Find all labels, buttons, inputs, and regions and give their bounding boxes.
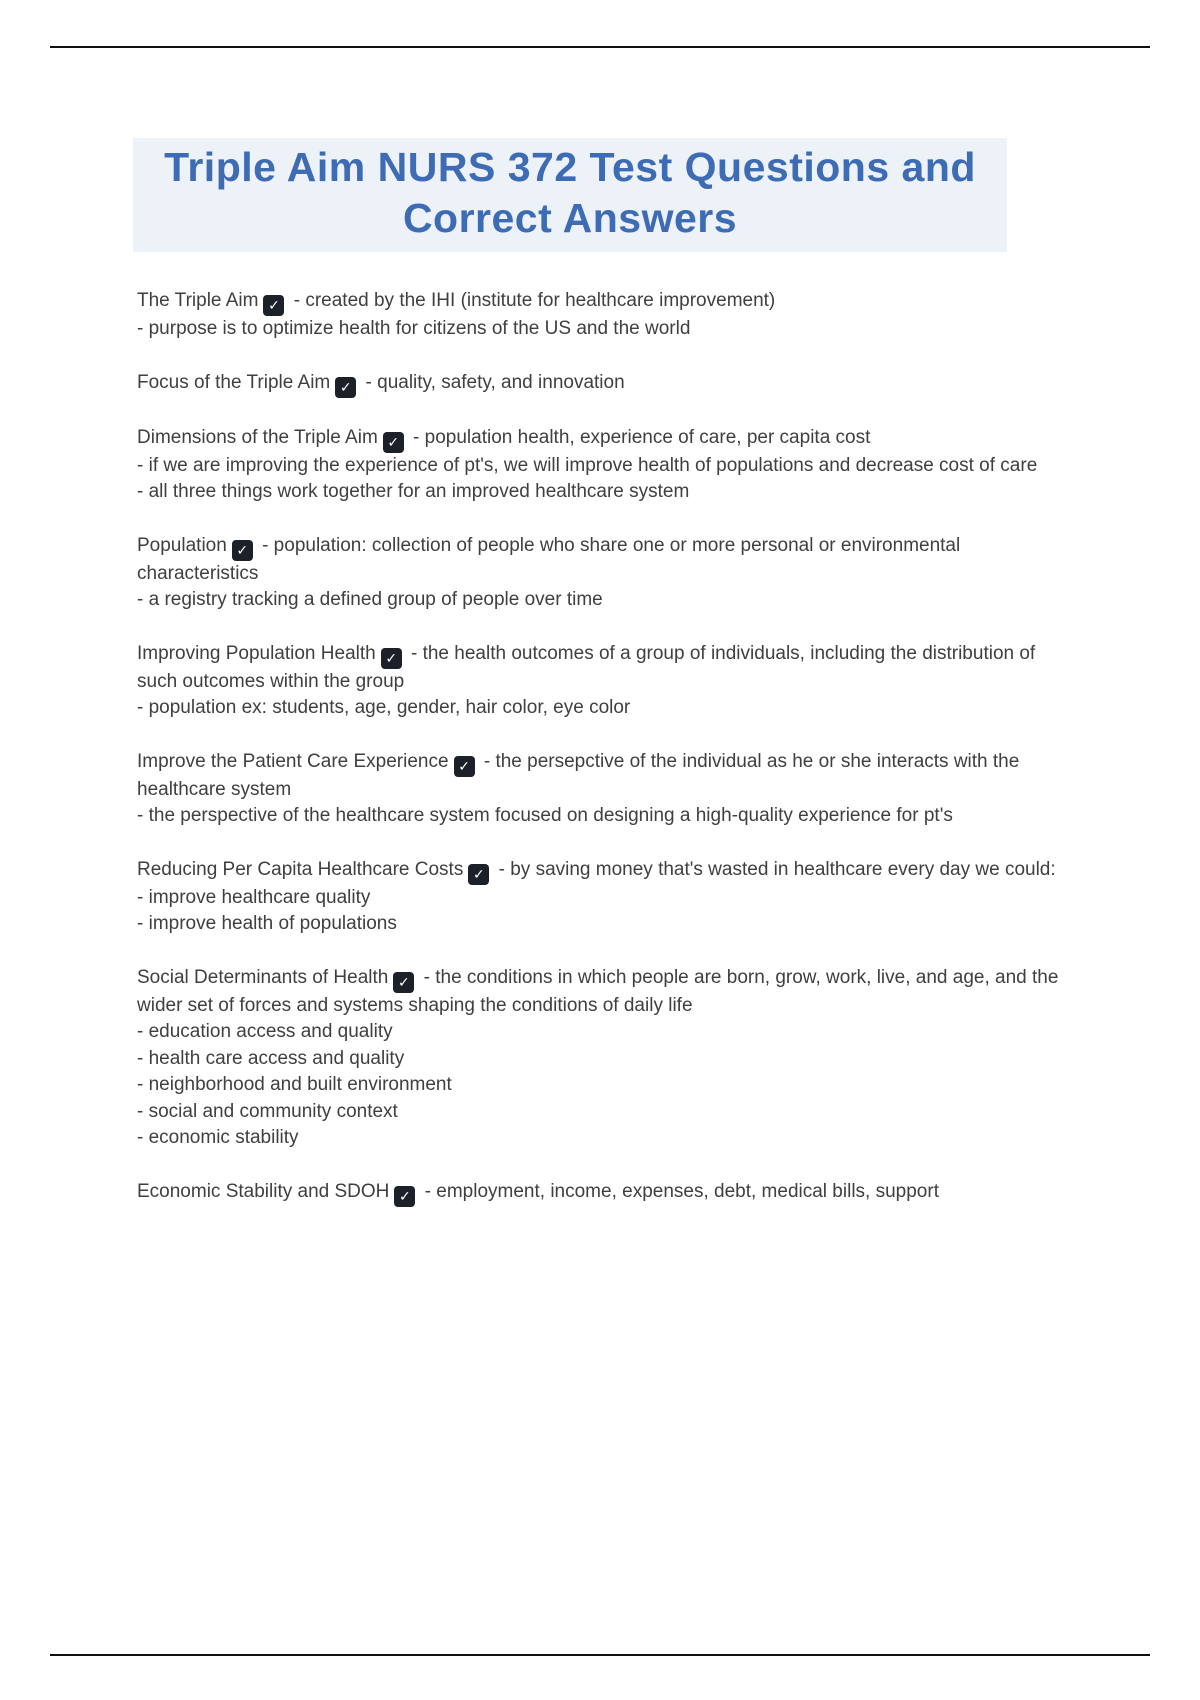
qa-note: - all three things work together for an improved healthcare system — [137, 481, 690, 502]
qa-term-line — [137, 288, 1067, 316]
qa-answer: - the conditions in which people are born, grow, work, live, and age, and the wider set of forces and systems shaping the conditions of daily life — [137, 966, 1059, 1016]
checkbox-icon: ✓ — [468, 864, 489, 885]
qa-answer: - the health outcomes of a group of individuals, including the distribution of such outcomes within the group — [137, 642, 1036, 692]
qa-term: Focus of the Triple Aim — [137, 371, 331, 393]
qa-item — [137, 965, 1067, 1152]
title-highlight — [133, 138, 1007, 252]
qa-item — [137, 425, 1067, 506]
checkbox-icon: ✓ — [232, 540, 253, 561]
qa-note: - economic stability — [137, 1127, 299, 1148]
qa-answer: - by saving money that's wasted in healthcare every day we could: — [498, 858, 1056, 880]
qa-note: - improve health of populations — [137, 913, 397, 934]
qa-note: - education access and quality — [137, 1021, 393, 1042]
qa-note: - the perspective of the healthcare system focused on designing a high-quality experience for pt's — [137, 805, 953, 826]
qa-note: - health care access and quality — [137, 1047, 405, 1069]
qa-note: - population ex: students, age, gender, hair color, eye color — [137, 697, 631, 718]
qa-note: - purpose is to optimize health for citizens of the US and the world — [137, 318, 691, 339]
qa-term-line — [137, 425, 1067, 453]
qa-item — [137, 1179, 1067, 1207]
qa-term: The Triple Aim — [137, 290, 259, 311]
qa-note: - improve healthcare quality — [137, 886, 371, 908]
qa-note: - a registry tracking a defined group of people over time — [137, 589, 603, 610]
top-rule — [50, 46, 1150, 48]
qa-item — [137, 641, 1067, 722]
qa-list — [137, 288, 1067, 1234]
qa-item — [137, 857, 1067, 938]
qa-answer: - the persepctive of the individual as he or she interacts with the healthcare system — [137, 750, 1020, 800]
checkbox-icon: ✓ — [454, 756, 475, 777]
page-title-line2: Correct Answers — [402, 195, 738, 241]
qa-term-line — [137, 749, 1067, 804]
qa-term-line — [137, 641, 1067, 696]
qa-item — [137, 749, 1067, 830]
qa-item — [137, 288, 1067, 343]
qa-answer: - quality, safety, and innovation — [365, 371, 625, 393]
qa-term-line — [137, 965, 1067, 1020]
qa-term: Dimensions of the Triple Aim — [137, 426, 378, 448]
qa-item — [137, 533, 1067, 614]
qa-item — [137, 370, 1067, 398]
qa-answer: - population health, experience of care, per capita cost — [413, 426, 871, 448]
checkbox-icon: ✓ — [393, 972, 414, 993]
qa-term-line — [137, 533, 1067, 588]
qa-term: Reducing Per Capita Healthcare Costs — [137, 858, 464, 880]
qa-term-line — [137, 370, 1067, 398]
qa-answer: - employment, income, expenses, debt, medical bills, support — [424, 1180, 939, 1202]
qa-answer: - created by the IHI (institute for healthcare improvement) — [293, 290, 776, 311]
qa-term: Economic Stability and SDOH — [137, 1180, 390, 1202]
qa-term: Population — [137, 534, 227, 556]
bottom-rule — [50, 1654, 1150, 1656]
checkbox-icon: ✓ — [381, 648, 402, 669]
page-title — [133, 142, 1007, 244]
checkbox-icon: ✓ — [383, 432, 404, 453]
qa-term-line — [137, 857, 1067, 885]
qa-answer: - population: collection of people who share one or more personal or environmental characteristics — [137, 534, 961, 584]
qa-note: - if we are improving the experience of pt's, we will improve health of populations and decrease cost of care — [137, 454, 1038, 476]
qa-term: Improving Population Health — [137, 642, 376, 664]
qa-note: - neighborhood and built environment — [137, 1074, 452, 1095]
checkbox-icon: ✓ — [394, 1186, 415, 1207]
qa-term: Social Determinants of Health — [137, 966, 389, 988]
checkbox-icon: ✓ — [335, 377, 356, 398]
qa-note: - social and community context — [137, 1100, 398, 1122]
page-title-line1: Triple Aim NURS 372 Test Questions and — [164, 144, 976, 190]
qa-term-line — [137, 1179, 1067, 1207]
checkbox-icon: ✓ — [263, 295, 284, 316]
qa-term: Improve the Patient Care Experience — [137, 750, 449, 772]
